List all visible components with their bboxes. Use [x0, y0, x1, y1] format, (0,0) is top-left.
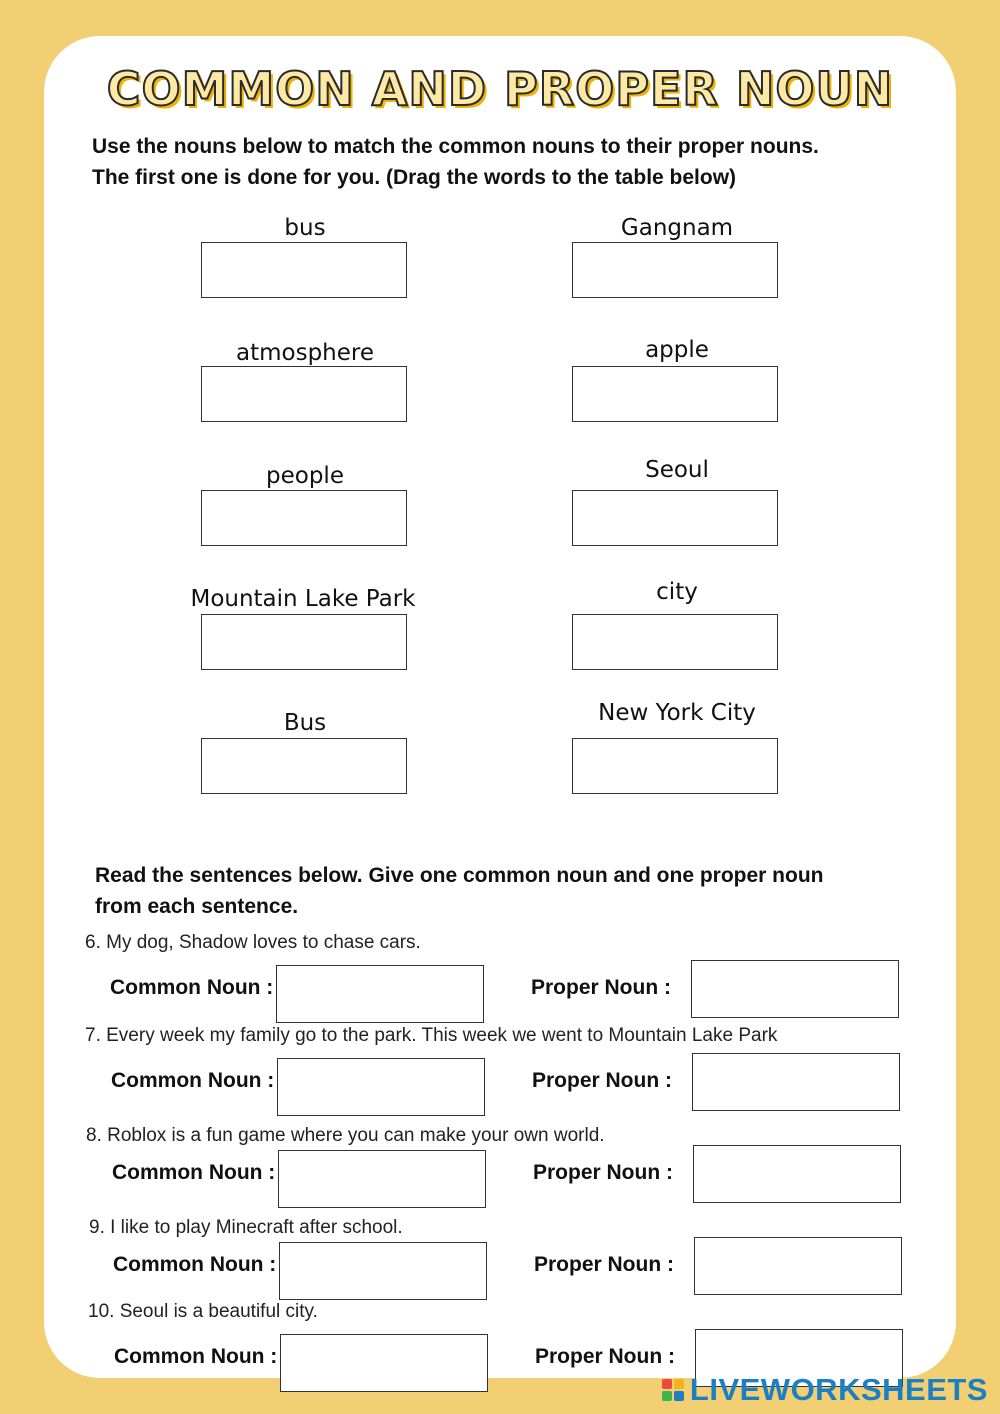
proper-noun-label: Proper Noun : — [533, 1161, 673, 1184]
instructions-part1 — [92, 131, 819, 193]
common-noun-label: Common Noun : — [111, 1069, 275, 1092]
drop-box[interactable] — [201, 490, 407, 546]
common-noun-input-8[interactable] — [278, 1150, 486, 1208]
proper-noun-input-9[interactable] — [694, 1237, 902, 1295]
proper-noun-label: Proper Noun : — [534, 1253, 674, 1276]
draggable-word[interactable]: Mountain Lake Park — [190, 586, 416, 612]
drop-box[interactable] — [201, 242, 407, 298]
common-noun-input-10[interactable] — [280, 1334, 488, 1392]
common-noun-label: Common Noun : — [110, 976, 274, 999]
sentence-7: 7. Every week my family go to the park. This week we went to Mountain Lake Park — [85, 1025, 778, 1046]
proper-noun-input-6[interactable] — [691, 960, 899, 1018]
brand-text: LIVEWORKSHEETS — [689, 1372, 988, 1407]
proper-noun-label: Proper Noun : — [531, 976, 671, 999]
proper-noun-label: Proper Noun : — [532, 1069, 672, 1092]
instruction-line: Use the nouns below to match the common nouns to their proper nouns. — [92, 135, 819, 158]
common-noun-label: Common Noun : — [112, 1161, 276, 1184]
drop-box[interactable] — [572, 614, 778, 670]
instruction-line: from each sentence. — [95, 895, 299, 918]
drop-box[interactable] — [572, 738, 778, 794]
common-noun-input-6[interactable] — [276, 965, 484, 1023]
instruction-line: The first one is done for you. (Drag the words to the table below) — [92, 166, 737, 189]
common-noun-input-9[interactable] — [279, 1242, 487, 1300]
proper-noun-input-8[interactable] — [693, 1145, 901, 1203]
common-noun-label: Common Noun : — [114, 1345, 278, 1368]
draggable-word[interactable]: Gangnam — [620, 215, 734, 241]
instruction-line: Read the sentences below. Give one common noun and one proper noun — [95, 864, 824, 887]
liveworksheets-brand — [662, 1372, 988, 1408]
drop-box[interactable] — [572, 242, 778, 298]
draggable-word[interactable]: bus — [284, 215, 326, 241]
sentence-9: 9. I like to play Minecraft after school. — [89, 1217, 403, 1238]
draggable-word[interactable]: New York City — [598, 700, 756, 726]
drop-box[interactable] — [201, 614, 407, 670]
drop-box[interactable] — [201, 366, 407, 422]
drop-box[interactable] — [572, 366, 778, 422]
common-noun-input-7[interactable] — [277, 1058, 485, 1116]
sentence-8: 8. Roblox is a fun game where you can make your own world. — [86, 1125, 605, 1146]
draggable-word[interactable]: city — [656, 579, 698, 605]
draggable-word[interactable]: people — [266, 463, 344, 489]
liveworksheets-logo-icon — [662, 1379, 684, 1401]
proper-noun-label: Proper Noun : — [535, 1345, 675, 1368]
drop-box[interactable] — [572, 490, 778, 546]
draggable-word[interactable]: atmosphere — [236, 340, 374, 366]
draggable-word[interactable]: Bus — [283, 710, 327, 736]
sentence-10: 10. Seoul is a beautiful city. — [88, 1301, 318, 1322]
draggable-word[interactable]: apple — [645, 337, 709, 363]
common-noun-label: Common Noun : — [113, 1253, 277, 1276]
drop-box[interactable] — [201, 738, 407, 794]
proper-noun-input-7[interactable] — [692, 1053, 900, 1111]
instructions-part2 — [95, 860, 823, 922]
sentence-6: 6. My dog, Shadow loves to chase cars. — [85, 932, 421, 953]
page-title: COMMON AND PROPER NOUN — [106, 62, 894, 116]
draggable-word[interactable]: Seoul — [645, 457, 709, 483]
